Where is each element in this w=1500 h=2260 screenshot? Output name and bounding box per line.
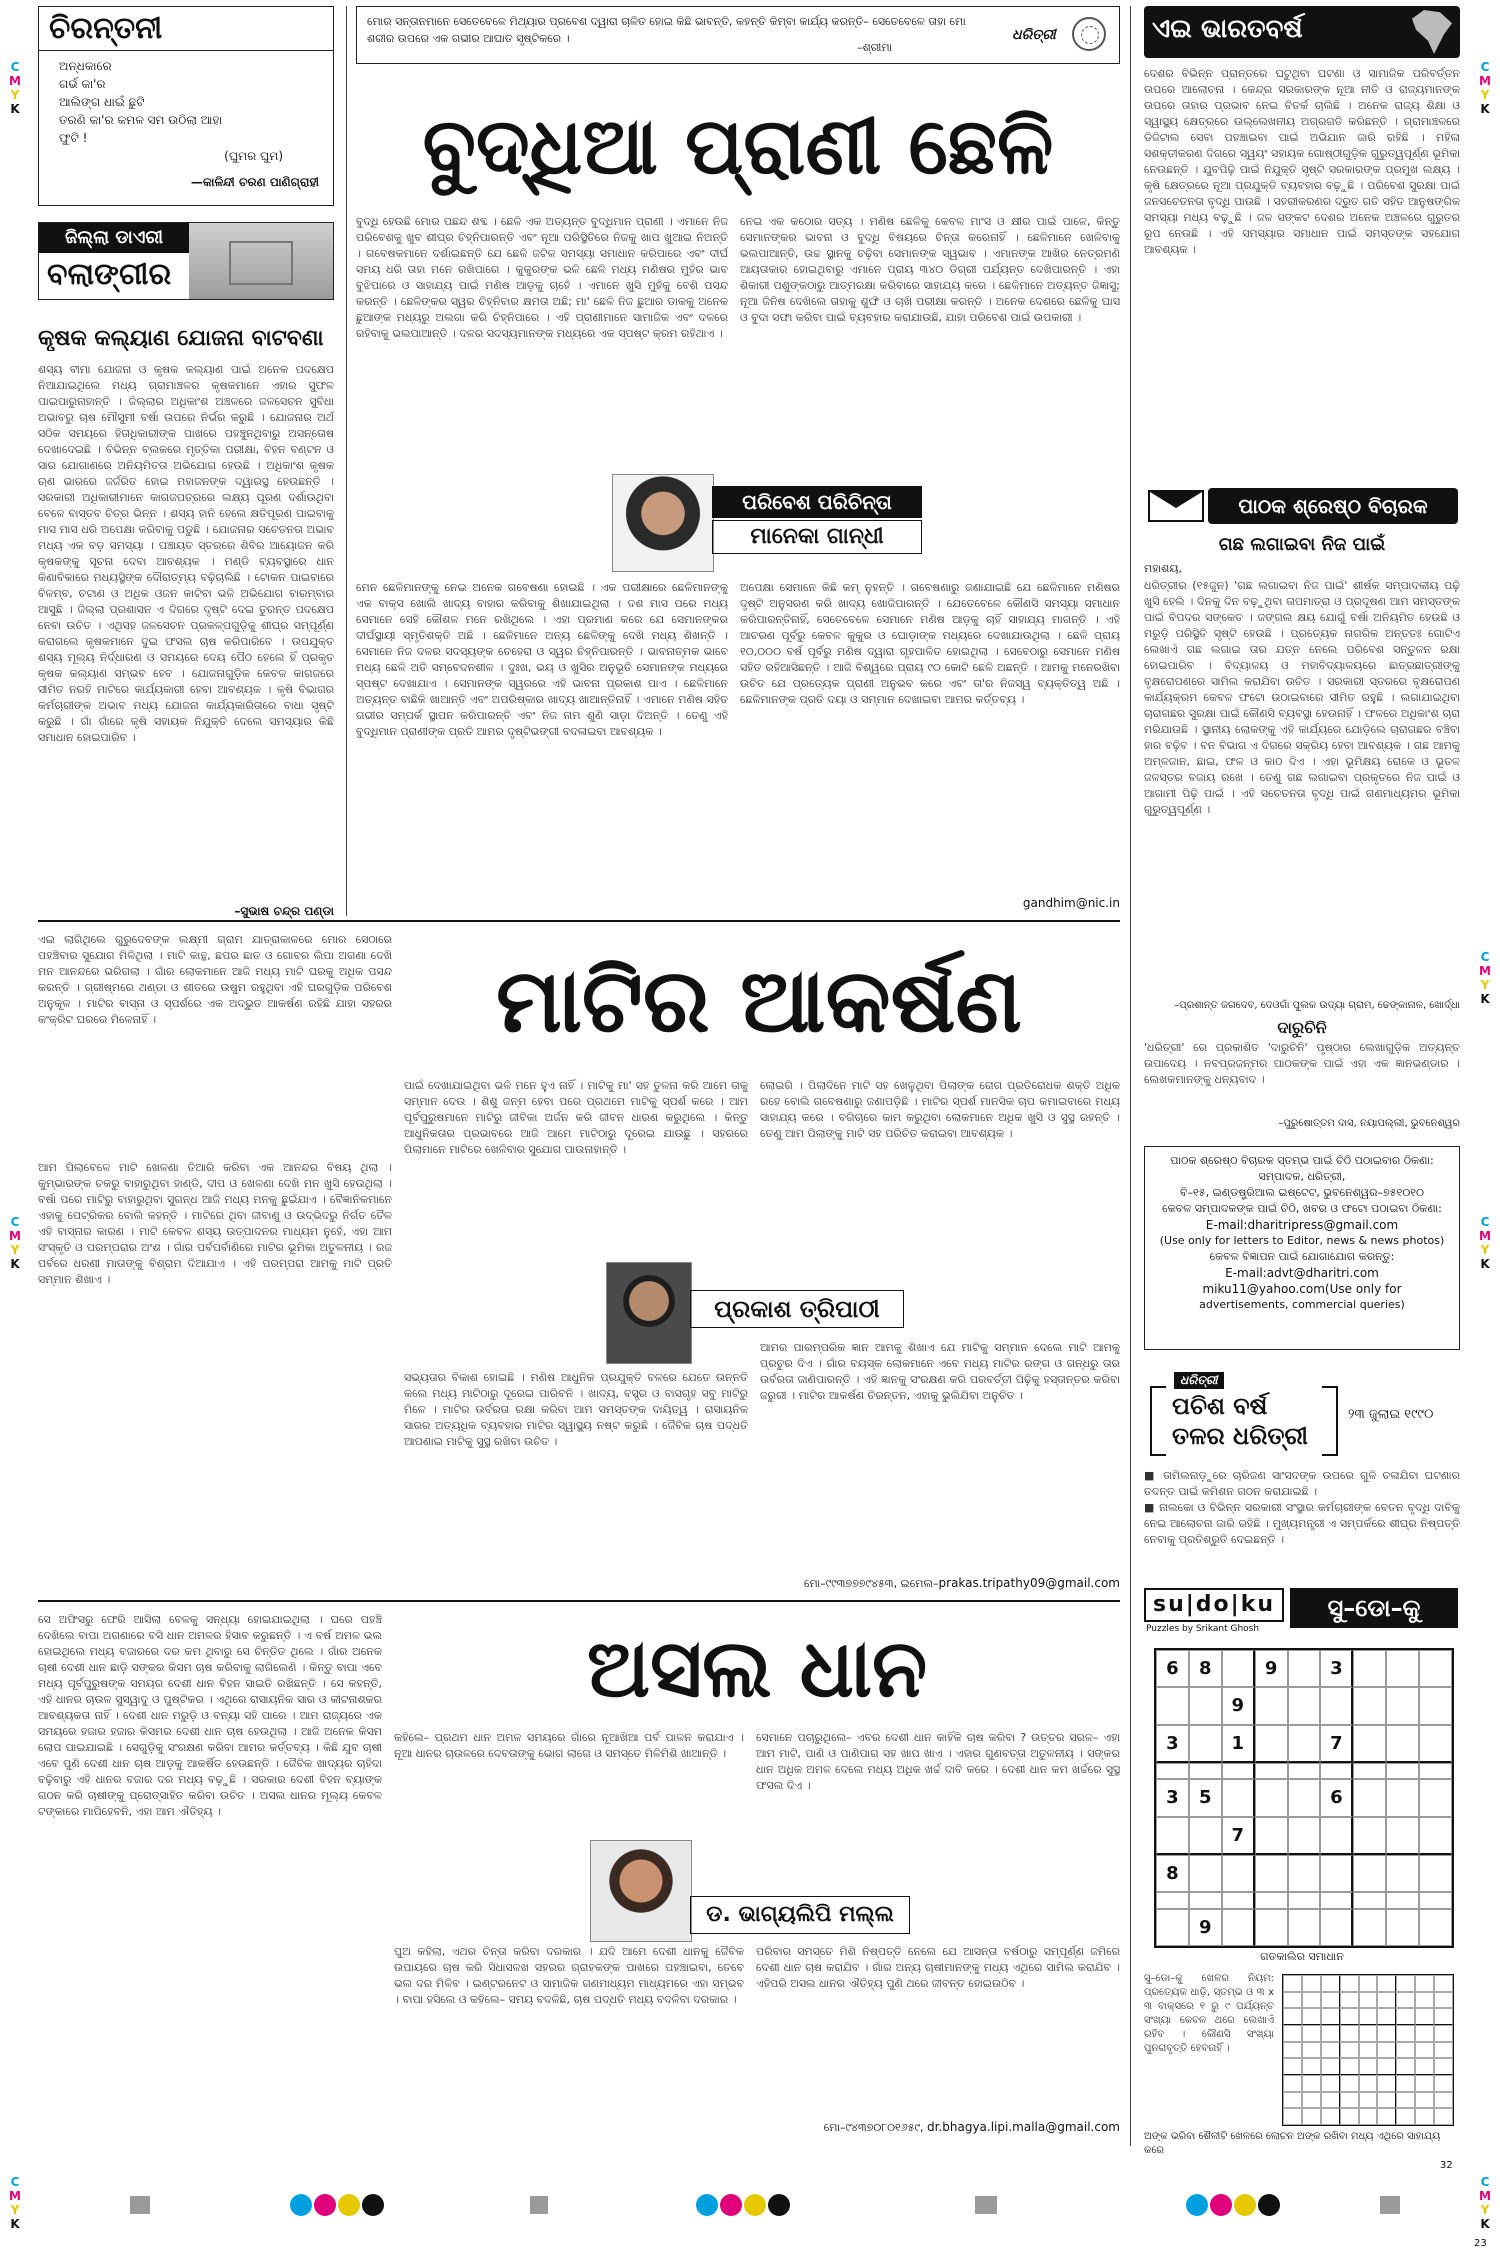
cmyk-marker-left-top: C M Y K	[9, 60, 21, 116]
contact-email-miku[interactable]: miku11@yahoo.com(Use only for	[1202, 1282, 1402, 1296]
sudoku-cell[interactable]	[1189, 1687, 1222, 1724]
author-photo-maneka	[612, 474, 714, 572]
twentyfive-line1: ପଚିଶ ବର୍ଷ	[1172, 1392, 1268, 1420]
sudoku-header	[1144, 1586, 1460, 1640]
sudoku-cell[interactable]	[1419, 1855, 1452, 1892]
sudoku-solution-cell	[1283, 2008, 1302, 2025]
sudoku-solution-cell	[1302, 2025, 1321, 2042]
sudoku-cell[interactable]: 3	[1156, 1779, 1189, 1816]
sudoku-solution-cell	[1340, 2092, 1359, 2109]
sudoku-solution-cell	[1415, 2075, 1434, 2092]
reader-signoff2: –ପୁରୁଷୋତ୍ତମ ଦାସ, ନୟାପଲ୍ଲୀ, ଭୁବନେଶ୍ୱର	[1278, 1118, 1460, 1129]
sudoku-solution-cell	[1434, 2025, 1453, 2042]
registration-dot-cyan	[696, 2194, 718, 2216]
cmyk-marker-right-mid2: C M Y K	[1479, 1215, 1491, 1271]
sudoku-cell[interactable]	[1222, 1892, 1255, 1908]
registration-dot-black	[1258, 2194, 1280, 2216]
story2-body-col2: ପାଇଁ ଦେଖାଯାଇଥିବା ଭଳି ମନେ ହୁଏ ନାହିଁ । ମାଟିକୁ ମା' ସହ ତୁଳନା କରି ଆମେ ତାକୁ ସମ୍ମାନ ଦେଉ । ଶିଶୁ ଜନ୍ମ ହେବା ପରେ ପ୍ରଥମେ ମାଟିକୁ ସ୍ପର୍ଶ କରେ । ଆମ ପୂର୍ବପୁରୁଷମାନେ ମାଟିରୁ ଜୀବିକା ଅର୍ଜନ କରି ଜୀବନ ଧାରଣ କରୁଥିଲେ । କିନ୍ତୁ ଆଧୁନିକତାର ପ୍ରଭାବରେ ଆଜି ଆମେ ମାଟିଠାରୁ ଦୂରେଇ ଯାଉଛୁ । ସହରରେ ପିଲାମାନେ ମାଟିରେ ଖେଳିବାର ସୁଯୋଗ ପାଉନାହାନ୍ତି ।	[404, 1079, 748, 1156]
sudoku-solution-cell	[1302, 2008, 1321, 2025]
registration-bar	[975, 2196, 997, 2214]
registration-dot-cyan	[1186, 2194, 1208, 2216]
story1-body-col3: ମେନ ଛେଳିମାନଙ୍କୁ ନେଇ ଅନେକ ଗବେଷଣା ହୋଇଛି । ଏକ ପରୀକ୍ଷାରେ ଛେଳିମାନଙ୍କୁ ଏକ ବାକ୍ସ ଖୋଲି ଖାଦ୍ୟ ବାହାର କରିବାକୁ ଶିଖାଯାଇଥିଲା । ଦଶ ମାସ ପରେ ମଧ୍ୟ ସେମାନେ ସେହି କୌଶଳ ମନେ ରଖିଥିଲେ । ଏହା ପ୍ରମାଣ କରେ ଯେ ସେମାନଙ୍କର ଦୀର୍ଘସ୍ଥାୟୀ ସ୍ମୃତିଶକ୍ତି ଅଛି । ଛେଳିମାନେ ଅନ୍ୟ ଛେଳିଙ୍କୁ ଦେଖି ମଧ୍ୟ ଶିଖନ୍ତି । ସେମାନେ ନିଜ ଦଳର ସଦସ୍ୟଙ୍କ ଚେହେରା ଓ ସ୍ୱର ଚିହ୍ନିପାରନ୍ତି । ଭାବନାତ୍ମକ ଭାବେ ମଧ୍ୟ ଛେଳି ଅତି ସମ୍ବେଦନଶୀଳ । ଦୁଃଖ, ଭୟ ଓ ଖୁସିର ଅନୁଭୂତି ସେମାନଙ୍କ ମଧ୍ୟରେ ସ୍ପଷ୍ଟ ଦେଖାଯାଏ । ସେମାନଙ୍କ ସ୍ୱରରେ ଏହି ଭାବନା ପ୍ରକାଶ ପାଏ । ଛେଳିମାନେ ଅତ୍ୟନ୍ତ ବାଛିକି ଖାଆନ୍ତି ଏବଂ ଅପରିଷ୍କାର ଖାଦ୍ୟ ଖାଆନ୍ତିନାହିଁ । ଏମାନେ ମଣିଷ ସହିତ ଗଭୀର ସମ୍ପର୍କ ସ୍ଥାପନ କରିପାରନ୍ତି ଏବଂ ନିଜ ନାମ ଶୁଣି ସାଡ଼ା ଦିଅନ୍ତି । ତେଣୁ ଏହି ବୁଦ୍ଧିମାନ ପ୍ରାଣୀଙ୍କ ପ୍ରତି ଆମର ଦୃଷ୍ଟିଭଙ୍ଗୀ ବଦଳାଇବା ଆବଶ୍ୟକ ।	[356, 581, 728, 738]
sudoku-instructions: ସୁ–ଡୋ–କୁ ଖେଳର ନିୟମ: ପ୍ରତ୍ୟେକ ଧାଡ଼ି, ସ୍ତମ୍ଭ ଓ ୩ x ୩ ବାକ୍ସରେ ୧ ରୁ ୯ ପର୍ଯ୍ୟନ୍ତ ସଂଖ୍ୟା କେବଳ ଥରେ ଲେଖାଏଁ ରହିବ । କୌଣସି ସଂଖ୍ୟା ପୁନରାବୃତ୍ତି ହେବନାହିଁ ।	[1144, 1973, 1274, 2054]
sudoku-solution-cell	[1377, 1975, 1396, 1992]
sudoku-cell[interactable]	[1189, 1817, 1222, 1855]
sudoku-solution-cell	[1377, 2058, 1396, 2075]
story3-headline: ଅସଲ ଧାନ	[586, 1622, 928, 1715]
story3-intro: ସେ ଅଫିସରୁ ଫେରି ଆସିଲା ବେଳକୁ ସନ୍ଧ୍ୟା ହୋଇଯାଇଥିଲା । ଘରେ ପହଞ୍ଚି ଦେଖିଲେ ବାପା ଅଗଣାରେ ବସି ଧାନ ଅମଳର ହିସାବ କରୁଛନ୍ତି । ଏ ବର୍ଷ ଅମଳ ଭଲ ହୋଇଥିଲେ ମଧ୍ୟ ବଜାରରେ ଦର କମ ଥିବାରୁ ସେ ଚିନ୍ତିତ ଥିଲେ । ଗାଁର ଅନେକ ଚାଷୀ ଦେଶୀ ଧାନ ଛାଡ଼ି ସଙ୍କର କିସମ ଚାଷ କରିବାକୁ ଲାଗିଲେଣି । କିନ୍ତୁ ବାପା ଏବେ ମଧ୍ୟ ପୂର୍ବପୁରୁଷଙ୍କ ସମୟର ଦେଶୀ ଧାନ ବିହନ ସାଇତି ରଖିଛନ୍ତି । ସେ କହନ୍ତି, ଏହି ଧାନର ଚାଉଳ ସୁସ୍ୱାଦୁ ଓ ପୁଷ୍ଟିକର । ଏଥିରେ ରାସାୟନିକ ସାର ଓ କୀଟନାଶକର ଆବଶ୍ୟକତା ନାହିଁ । ଦେଶୀ ଧାନ ମରୁଡ଼ି ଓ ବନ୍ୟା ସହି ପାରେ । ଆମ ରାଜ୍ୟରେ ଏକ ସମୟରେ ହଜାର ହଜାର କିସମର ଦେଶୀ ଧାନ ଚାଷ ହେଉଥିଲା । ଆଜି ଅନେକ କିସମ ଲୋପ ପାଇଯାଇଛି । ସେଗୁଡ଼ିକୁ ସଂରକ୍ଷଣ କରିବା ଆମର କର୍ତ୍ତବ୍ୟ । କିଛି ଯୁବ ଚାଷୀ ଏବେ ପୁଣି ଦେଶୀ ଧାନ ଚାଷ ଆଡ଼କୁ ଆକର୍ଷିତ ହେଉଛନ୍ତି । ଜୈବିକ ଖାଦ୍ୟର ଚାହିଦା ବଢ଼ିବାରୁ ଏହି ଧାନର ବଜାର ଦର ମଧ୍ୟ ବଢ଼ୁଛି । ସରକାର ଦେଶୀ ବିହନ ବ୍ୟାଙ୍କ ଗଠନ କରି ଚାଷୀଙ୍କୁ ପ୍ରୋତ୍ସାହିତ କରିବା ଉଚିତ । ଅସଲ ଧାନର ମୂଲ୍ୟ କେବଳ ଟଙ୍କାରେ ମାପିହେବନି, ଏହା ଆମ ଐତିହ୍ୟ ।	[38, 1613, 382, 1818]
sudoku-solution-cell	[1321, 2108, 1340, 2125]
sudoku-byline: Puzzles by Srikant Ghosh	[1146, 1624, 1260, 1634]
sudoku-cell[interactable]	[1419, 1909, 1452, 1946]
sudoku-cell[interactable]	[1419, 1817, 1452, 1855]
sudoku-cell[interactable]	[1288, 1725, 1321, 1763]
sudoku-solution-cell	[1321, 1992, 1340, 2009]
twentyfive-news: ■ ତାମିଲନାଡ଼ୁରେ ଚାରିଜଣ ସାଂସଦଙ୍କ ଉପରେ ଗୁଳି ଚଳାଯିବା ଘଟଣାର ତଦନ୍ତ ପାଇଁ କମିଶନ ଗଠନ କରାଯାଇଛି । ■ ନାଲକୋ ଓ ବିଭିନ୍ନ ସରକାରୀ ସଂସ୍ଥାର କର୍ମଚାରୀଙ୍କ ବେତନ ବୃଦ୍ଧି ଦାବିକୁ ନେଇ ଆଲୋଚନା ଜାରି ରହିଛି । ମୁଖ୍ୟମନ୍ତ୍ରୀ ଏ ସମ୍ପର୍କରେ ଶୀଘ୍ର ନିଷ୍ପତ୍ତି ନେବାକୁ ପ୍ରତିଶ୍ରୁତି ଦେଇଛନ୍ତି ।	[1144, 1469, 1460, 1546]
registration-dot-yellow	[744, 2194, 766, 2216]
contact-line: ବି–୧୫, ଇଣ୍ଡଷ୍ଟ୍ରିଆଲ ଇଷ୍ଟେଟ, ଭୁବନେଶ୍ୱର–୭୫୧୦୧୦	[1180, 1186, 1424, 1199]
column-tag: ପରିବେଶ ପରିଚିନ୍ତା	[712, 486, 922, 518]
sudoku-solution-cell	[1283, 2058, 1302, 2075]
left-story-author: –ସୁଭାଷ ଚନ୍ଦ୍ର ପଣ୍ଡା	[234, 904, 334, 918]
story3-contact-text: ମୋ–୯୪୩୭୦୮୦୧୬୫୯,	[823, 2121, 924, 2134]
sudoku-solution-cell	[1359, 2008, 1378, 2025]
sudoku-solution-cell	[1283, 2092, 1302, 2109]
sudoku-cell[interactable]	[1353, 1817, 1386, 1855]
sudoku-cell[interactable]	[1320, 1892, 1353, 1908]
story2-author: ପ୍ରକାଶ ତ୍ରିପାଠୀ	[690, 1290, 904, 1328]
sudoku-cell[interactable]	[1189, 1892, 1222, 1908]
sudoku-solution-cell	[1415, 1992, 1434, 2009]
sudoku-solution-cell	[1359, 2092, 1378, 2109]
sudoku-solution-cell	[1321, 2075, 1340, 2092]
chirantani-box	[38, 6, 334, 206]
registration-dot-magenta	[720, 2194, 742, 2216]
sudoku-solution-cell	[1359, 1992, 1378, 2009]
sudoku-cell[interactable]	[1419, 1892, 1452, 1908]
author-photo-bhagyalipi	[590, 1840, 692, 1942]
registration-dot-magenta	[314, 2194, 336, 2216]
story2-body-col5: ଆମର ପାରମ୍ପରିକ ଜ୍ଞାନ ଆମକୁ ଶିଖାଏ ଯେ ମାଟିକୁ ସମ୍ମାନ ଦେଲେ ମାଟି ଆମକୁ ପ୍ରଚୁର ଦିଏ । ଗାଁର ବୟସ୍କ ଲୋକମାନେ ଏବେ ମଧ୍ୟ ମାଟିର ରଙ୍ଗ ଓ ଗନ୍ଧରୁ ତାର ଉର୍ବରତା ଜାଣିପାରନ୍ତି । ଏହି ଜ୍ଞାନକୁ ସଂରକ୍ଷଣ କରି ପରବର୍ତ୍ତୀ ପିଢ଼ିକୁ ହସ୍ତାନ୍ତର କରିବା ଜରୁରୀ । ମାଟିର ଆକର୍ଷଣ ଚିରନ୍ତନ, ଏହାକୁ ଭୁଲିଯିବା ଅନୁଚିତ ।	[760, 1341, 1120, 1402]
sudoku-cell[interactable]	[1255, 1892, 1288, 1908]
district-label: ଜିଲ୍ଲା ଡାଏରୀ	[39, 223, 189, 253]
reader-headline: ଗଛ ଲଗାଇବା ନିଜ ପାଇଁ	[1218, 534, 1386, 555]
sudoku-solution-cell	[1415, 2042, 1434, 2059]
sudoku-cell[interactable]	[1189, 1763, 1222, 1779]
sudoku-cell[interactable]	[1386, 1909, 1419, 1946]
sudoku-solution-grid	[1282, 1974, 1454, 2126]
sudoku-cell[interactable]	[1353, 1650, 1386, 1687]
divider	[1130, 6, 1131, 2146]
sudoku-cell[interactable]	[1288, 1892, 1321, 1908]
sudoku-solution-cell	[1359, 2108, 1378, 2125]
sudoku-solution-cell	[1415, 2092, 1434, 2109]
cmyk-marker-right-mid: C M Y K	[1479, 950, 1491, 1006]
sudoku-grid[interactable]	[1154, 1648, 1454, 1948]
quote-banner	[356, 6, 1120, 64]
sudoku-cell[interactable]	[1320, 1817, 1353, 1855]
envelope-icon	[1148, 490, 1204, 522]
poem-line: ଗର୍ଭ କା'ର	[59, 77, 106, 91]
sudoku-solution-cell	[1359, 1975, 1378, 1992]
story1-headline: ବୁଦ୍ଧିଆ ପ୍ରାଣୀ ଛେଳି	[422, 102, 1054, 192]
sudoku-cell[interactable]: 9	[1255, 1650, 1288, 1687]
registration-dot-cyan	[290, 2194, 312, 2216]
twentyfive-years-box	[1144, 1370, 1460, 1460]
sudoku-cell[interactable]	[1353, 1725, 1386, 1763]
sudoku-footer: ଅଙ୍କ ଭରିବା ଶୈଳୀଟି ଖେଳରେ ଲୋଚନ ଅଙ୍କ ରଖିବା ମଧ୍ୟ ଏଥିରେ ସାହାଯ୍ୟ କରେ	[1144, 2131, 1441, 2156]
sudoku-cell[interactable]	[1288, 1687, 1321, 1724]
sudoku-solution-cell	[1396, 2025, 1415, 2042]
sudoku-cell[interactable]	[1386, 1687, 1419, 1724]
bracket-right	[1322, 1386, 1338, 1456]
sudoku-solution-cell	[1377, 1992, 1396, 2009]
sudoku-solution-cell	[1321, 1975, 1340, 1992]
sudoku-brand-odia: ସୁ–ଡୋ–କୁ	[1290, 1588, 1458, 1628]
reader-signoff1: –ପ୍ରଶାନ୍ତ ଜଗଦେବ, ଦେଓଗାଁ ପୁଲକ ଉଦ୍ୟା ଗ୍ରାମ, ଢେଙ୍କାନାଳ, ଖୋର୍ଦ୍ଧା	[1174, 1000, 1460, 1011]
registration-dot-yellow	[1234, 2194, 1256, 2216]
sudoku-solution-cell	[1302, 1992, 1321, 2009]
sudoku-solution-cell	[1359, 2058, 1378, 2075]
sudoku-cell[interactable]	[1419, 1779, 1452, 1816]
sudoku-solution-cell	[1340, 2042, 1359, 2059]
contact-note: (Use only for letters to Editor, news & news photos)	[1159, 1234, 1445, 1247]
sudoku-solution-cell	[1396, 2042, 1415, 2059]
story3-author: ଡ. ଭାଗ୍ୟଲିପି ମଲ୍ଲ	[690, 1896, 910, 1934]
sudoku-solution-cell	[1434, 2092, 1453, 2109]
sudoku-cell[interactable]: 3	[1320, 1650, 1353, 1687]
sudoku-cell[interactable]	[1189, 1725, 1222, 1763]
left-story-headline: କୃଷକ କଲ୍ୟାଣ ଯୋଜନା ବାଟବଣା	[38, 326, 324, 351]
sudoku-solution-cell	[1302, 2092, 1321, 2109]
sudoku-solution-cell	[1283, 2042, 1302, 2059]
sudoku-cell[interactable]	[1255, 1725, 1288, 1763]
story2-email: prakas.tripathy09@gmail.com	[938, 1576, 1120, 1590]
sudoku-solution-cell	[1302, 1975, 1321, 1992]
registration-bar	[530, 2196, 548, 2214]
sudoku-solution-cell	[1396, 2075, 1415, 2092]
sudoku-cell[interactable]	[1353, 1892, 1386, 1908]
sudoku-cell[interactable]	[1288, 1817, 1321, 1855]
poem-text	[39, 51, 333, 171]
sudoku-cell[interactable]: 5	[1189, 1779, 1222, 1816]
sudoku-solution-cell	[1415, 2008, 1434, 2025]
sudoku-cell[interactable]	[1320, 1687, 1353, 1724]
sudoku-solution-cell	[1415, 2108, 1434, 2125]
contact-line: କେବଳ ସମ୍ପାଦକଙ୍କ ପାଇଁ ଚିଠି, ଖବର ଓ ଫଟୋ ପଠାଇବା ଠିକଣା:	[1162, 1202, 1442, 1215]
reader-salutation: ମହାଶୟ,	[1144, 562, 1182, 575]
corner-number: 23	[1474, 2238, 1487, 2249]
story3-body-col1: କହିଲେ– ପ୍ରଥମ ଧାନ ଅମଳ ସମୟରେ ଗାଁରେ ନୂଆଖିଆ ପର୍ବ ପାଳନ କରାଯାଏ । ନୂଆ ଧାନର ଚାଉଳରେ ଦେବତାଙ୍କୁ ଭୋଗ ଲାଗେ ଓ ସମସ୍ତେ ମିଳିମିଶି ଖାଆନ୍ତି ।	[394, 1731, 744, 1760]
story3-body-col2: ସେମାନେ ପଚାରୁଥିଲେ– ଏବର ଦେଶୀ ଧାନ କାହିଁକି ଚାଷ କରିବା ? ଉତ୍ତର ସରଳ– ଏହା ଆମ ମାଟି, ପାଣି ଓ ପାଣିପାଗ ସହ ଖାପ ଖାଏ । ଏହାର ଗୁଣବତ୍ତା ଅତୁଳନୀୟ । ସଙ୍କର ଧାନ ଅଧିକ ଅମଳ ଦେଲେ ମଧ୍ୟ ଅଧିକ ଖର୍ଚ୍ଚ ଦାବି କରେ । ଦେଶୀ ଧାନ କମ ଖର୍ଚ୍ଚରେ ସୁସ୍ଥ ଫସଲ ଦିଏ ।	[756, 1731, 1120, 1792]
sudoku-cell[interactable]	[1386, 1892, 1419, 1908]
india-map-icon	[1412, 10, 1452, 54]
sudoku-solution-cell	[1434, 1975, 1453, 1992]
sudoku-solution-cell	[1396, 2058, 1415, 2075]
sudoku-solution-cell	[1359, 2025, 1378, 2042]
sudoku-cell[interactable]	[1255, 1855, 1288, 1892]
sudoku-solution-cell	[1302, 2058, 1321, 2075]
sudoku-cell[interactable]: 9	[1189, 1909, 1222, 1946]
story2-body-col1: ଆମ ପିଲାବେଳେ ମାଟି ଖେଳଣା ତିଆରି କରିବା ଏକ ଆନନ୍ଦର ବିଷୟ ଥିଲା । କୁମ୍ଭାରଙ୍କ ଚକରୁ ବାହାରୁଥିବା ହାଣ୍ଡି, ଦୀପ ଓ ଖେଳଣା ଦେଖି ମନ ଖୁସି ହେଉଥିଲା । ବର୍ଷା ପରେ ମାଟିରୁ ବାହାରୁଥିବା ସୁଗନ୍ଧ ଆଜି ମଧ୍ୟ ମନକୁ ଛୁଇଁଯାଏ । ବୈଜ୍ଞାନିକମାନେ ଏହାକୁ ପେଟ୍ରିକର ବୋଲି କହନ୍ତି । ମାଟିରେ ଥିବା ଜୀବାଣୁ ଓ ଉଦ୍ଭିଦରୁ ନିର୍ଗତ ତୈଳ ଏହି ବାସ୍ନାର କାରଣ । ମାଟି କେବଳ ଶସ୍ୟ ଉତ୍ପାଦନର ମାଧ୍ୟମ ନୁହେଁ, ଏହା ଆମ ସଂସ୍କୃତି ଓ ପରମ୍ପରାର ଅଂଶ । ଗାଁର ପର୍ବପର୍ବାଣିରେ ମାଟିର ଭୂମିକା ଅତୁଳନୀୟ । ରଜ ପର୍ବରେ ଧରଣୀ ମାତାଙ୍କୁ ବିଶ୍ରାମ ଦିଆଯାଏ । ଏହି ପରମ୍ପରା ଆମକୁ ମାଟି ପ୍ରତି ସମ୍ମାନ ଶିଖାଏ ।	[38, 1161, 392, 1286]
sudoku-cell[interactable]	[1419, 1725, 1452, 1763]
sudoku-cell[interactable]	[1320, 1855, 1353, 1892]
sudoku-solution-cell	[1321, 2058, 1340, 2075]
story3-email: dr.bhagya.lipi.malla@gmail.com	[927, 2120, 1120, 2134]
twentyfive-line2: ତଳର ଧରିତ୍ରୀ	[1172, 1422, 1308, 1450]
sudoku-cell[interactable]	[1320, 1763, 1353, 1779]
story1-author: ମାନେକା ଗାନ୍ଧୀ	[712, 520, 922, 554]
sudoku-cell[interactable]: 6	[1156, 1650, 1189, 1687]
section-divider	[38, 920, 1120, 922]
cmyk-marker-left-bottom: C M Y K	[9, 2175, 21, 2231]
poem-line: ଆଲିଙ୍ଗ ଧାଇଁ ଛୁଟି	[59, 95, 145, 109]
bharat-logo-text: ଏଇ ଭାରତବର୍ଷ	[1152, 14, 1303, 44]
sudoku-cell[interactable]	[1255, 1909, 1288, 1946]
sudoku-solution-cell	[1377, 2108, 1396, 2125]
sudoku-cell[interactable]	[1156, 1763, 1189, 1779]
district-name: ବଲାଙ୍ଗୀର	[47, 257, 172, 292]
sudoku-cell[interactable]: 8	[1156, 1855, 1189, 1892]
sudoku-cell[interactable]	[1353, 1909, 1386, 1946]
sudoku-cell[interactable]	[1288, 1779, 1321, 1816]
divider	[346, 6, 347, 916]
sudoku-cell[interactable]	[1353, 1687, 1386, 1724]
sudoku-cell[interactable]	[1222, 1909, 1255, 1946]
reader-subhead: ଦାରୁଚିନି	[1277, 1018, 1327, 1037]
story1-email	[900, 896, 1120, 910]
sudoku-cell[interactable]: 9	[1222, 1687, 1255, 1724]
sudoku-solution-cell	[1377, 2025, 1396, 2042]
sudoku-solution-cell	[1396, 1975, 1415, 1992]
sudoku-solution-cell	[1434, 1992, 1453, 2009]
contact-line: ପାଠକ ଶ୍ରେଷ୍ଠ ବିଚାରକ ସ୍ତମ୍ଭ ପାଇଁ ଚିଠି ପଠାଇବାର ଠିକଣା:	[1170, 1154, 1434, 1167]
district-photo	[189, 223, 333, 299]
sudoku-solution-cell	[1396, 2092, 1415, 2109]
bharat-logo	[1144, 6, 1460, 58]
wheel-icon	[1072, 17, 1106, 51]
poem-line: ତରଣି କା'ର କମଳ ସମ ଉଠିଲା ଆହା	[59, 113, 223, 127]
sudoku-solution-cell	[1359, 2042, 1378, 2059]
sudoku-solution-cell	[1340, 2075, 1359, 2092]
sudoku-solution-cell	[1302, 2075, 1321, 2092]
registration-bar	[130, 2196, 150, 2214]
registration-dot-magenta	[1210, 2194, 1232, 2216]
sudoku-cell[interactable]: 7	[1222, 1817, 1255, 1855]
sudoku-solution-cell	[1415, 2025, 1434, 2042]
reader-banner-text: ପାଠକ ଶ୍ରେଷ୍ଠ ବିଚାରକ	[1208, 488, 1458, 524]
sudoku-solution-cell	[1340, 2108, 1359, 2125]
sudoku-solution-cell	[1283, 2025, 1302, 2042]
poet-name: —କାଳିନ୍ଦୀ ଚରଣ ପାଣିଗ୍ରାହୀ	[190, 175, 319, 189]
sudoku-cell[interactable]	[1288, 1763, 1321, 1779]
bracket-left	[1150, 1386, 1166, 1456]
sudoku-solution-cell	[1415, 2058, 1434, 2075]
chirantani-title: ଚିରନ୍ତନୀ	[39, 7, 333, 51]
reader-letter2: 'ଧରିତ୍ରୀ' ରେ ପ୍ରକାଶିତ 'ଦାରୁଚିନି' ପୃଷ୍ଠାର ଲେଖାଗୁଡ଼ିକ ଅତ୍ୟନ୍ତ ଉପାଦେୟ । ନବପ୍ରଜନ୍ମର ପାଠକଙ୍କ ପାଇଁ ଏହା ଏକ ଜ୍ଞାନଭଣ୍ଡାର । ଲେଖକମାନଙ୍କୁ ଧନ୍ୟବାଦ ।	[1144, 1041, 1460, 1086]
twentyfive-logo: ଧରିତ୍ରୀ	[1174, 1372, 1224, 1389]
story2-contact	[760, 1576, 1120, 1591]
sudoku-cell[interactable]: 6	[1320, 1779, 1353, 1816]
sudoku-cell[interactable]	[1255, 1779, 1288, 1816]
story3-body-col4: ପରିବାର ସମସ୍ତେ ମିଶି ନିଷ୍ପତ୍ତି ନେଲେ ଯେ ଆସନ୍ତା ବର୍ଷଠାରୁ ସମ୍ପୂର୍ଣ୍ଣ ଜମିରେ ଦେଶୀ ଧାନ ଚାଷ କରାଯିବ । ଗାଁର ଅନ୍ୟ ଚାଷୀମାନଙ୍କୁ ମଧ୍ୟ ଏଥିରେ ସାମିଲ କରାଯିବ । ଏହିପରି ଅସଲ ଧାନର ଐତିହ୍ୟ ପୁଣି ଥରେ ଜୀବନ୍ତ ହୋଇଉଠିବ ।	[756, 1945, 1120, 1990]
sudoku-cell[interactable]: 1	[1222, 1725, 1255, 1763]
sudoku-cell[interactable]	[1353, 1779, 1386, 1816]
sudoku-solution-cell	[1321, 2008, 1340, 2025]
story2-body-col4: ସଭ୍ୟତାର ବିକାଶ ହୋଇଛି । ମଣିଷ ଆଧୁନିକ ପ୍ରଯୁକ୍ତି ବଳରେ ଯେତେ ଉନ୍ନତି କଲେ ମଧ୍ୟ ମାଟିଠାରୁ ଦୂରେଇ ପାରିବନି । ଖାଦ୍ୟ, ବସ୍ତ୍ର ଓ ବାସଗୃହ ସବୁ ମାଟିରୁ ମିଳେ । ମାଟିର ଉର୍ବରତା ରକ୍ଷା କରିବା ଆମ ସମସ୍ତଙ୍କ ଦାୟିତ୍ୱ । ରାସାୟନିକ ସାରର ଅତ୍ୟଧିକ ବ୍ୟବହାର ମାଟିର ସ୍ୱାସ୍ଥ୍ୟ ନଷ୍ଟ କରୁଛି । ଜୈବିକ ଚାଷ ପଦ୍ଧତି ଆପଣାଇ ମାଟିକୁ ସୁସ୍ଥ ରଖିବା ଉଚିତ ।	[404, 1371, 748, 1448]
sudoku-cell[interactable]	[1222, 1779, 1255, 1816]
sudoku-cell[interactable]	[1320, 1909, 1353, 1946]
story2-headline: ମାଟିର ଆକର୍ଷଣ	[496, 949, 1022, 1052]
sudoku-cell[interactable]	[1156, 1892, 1189, 1908]
sudoku-solution-cell	[1396, 2008, 1415, 2025]
section-divider	[38, 1600, 1120, 1602]
twentyfive-date: ୨୩ ଜୁଲାଇ ୧୯୯୦	[1348, 1407, 1434, 1422]
sudoku-cell[interactable]	[1222, 1855, 1255, 1892]
sudoku-solution-cell	[1283, 1975, 1302, 1992]
quote-logo: ଧରିତ୍ରୀ	[1012, 27, 1056, 43]
sudoku-solution-cell	[1377, 2075, 1396, 2092]
contact-email-press[interactable]: E-mail:dharitripress@gmail.com	[1205, 1218, 1399, 1232]
sudoku-solution-cell	[1340, 2058, 1359, 2075]
sudoku-solution-cell	[1434, 2042, 1453, 2059]
sudoku-solution-cell	[1377, 2042, 1396, 2059]
sudoku-solution-cell	[1434, 2108, 1453, 2125]
sudoku-solution-cell	[1434, 2075, 1453, 2092]
sudoku-cell[interactable]	[1353, 1763, 1386, 1779]
bharat-column-body: ଦେଶର ବିଭିନ୍ନ ପ୍ରାନ୍ତରେ ଘଟୁଥିବା ଘଟଣା ଓ ସାମାଜିକ ପରିବର୍ତ୍ତନ ଉପରେ ଆଲୋଚନା । କେନ୍ଦ୍ର ସରକାରଙ୍କ ନୂଆ ନୀତି ଓ ରାଜ୍ୟମାନଙ୍କ ଉପରେ ତାହାର ପ୍ରଭାବ ନେଇ ବିତର୍କ ଚାଲିଛି । ଅନେକ ରାଜ୍ୟ ଶିକ୍ଷା ଓ ସ୍ୱାସ୍ଥ୍ୟ କ୍ଷେତ୍ରରେ ଉଲ୍ଲେଖନୀୟ ଅଗ୍ରଗତି କରିଛନ୍ତି । ଗ୍ରାମାଞ୍ଚଳରେ ଡିଜିଟାଲ ସେବା ପହଞ୍ଚାଇବା ପାଇଁ ଅଭିଯାନ ଜାରି ରହିଛି । ମହିଳା ସଶକ୍ତୀକରଣ ଦିଗରେ ସ୍ୱୟଂ ସହାୟକ ଗୋଷ୍ଠୀଗୁଡ଼ିକ ଗୁରୁତ୍ୱପୂର୍ଣ୍ଣ ଭୂମିକା ନେଉଛନ୍ତି । ଯୁବପିଢ଼ି ପାଇଁ ନିଯୁକ୍ତି ସୃଷ୍ଟି ସରକାରଙ୍କ ପ୍ରମୁଖ ଲକ୍ଷ୍ୟ । କୃଷି କ୍ଷେତ୍ରରେ ନୂଆ ପ୍ରଯୁକ୍ତି ବ୍ୟବହାର ବଢ଼ୁଛି । ପରିବେଶ ସୁରକ୍ଷା ପାଇଁ ଜନସଚେତନତା ବୃଦ୍ଧି ପାଉଛି । ସହରୀକରଣର ଦ୍ରୁତ ଗତି ସହିତ ଆନୁଷଙ୍ଗିକ ସମସ୍ୟା ମଧ୍ୟ ବଢ଼ୁଛି । ଜଳ ସଙ୍କଟ ଦେଶର ଅନେକ ଅଞ୍ଚଳରେ ଗୁରୁତର ରୂପ ନେଉଛି । ଏହି ସମସ୍ୟାର ସମାଧାନ ପାଇଁ ସମସ୍ତଙ୍କ ସହଯୋଗ ଆବଶ୍ୟକ ।	[1144, 67, 1460, 256]
sudoku-solution-cell	[1302, 2108, 1321, 2125]
sudoku-solution-cell	[1321, 2042, 1340, 2059]
sudoku-solution-cell	[1359, 2075, 1378, 2092]
sudoku-cell[interactable]	[1386, 1725, 1419, 1763]
sudoku-cell[interactable]	[1386, 1779, 1419, 1816]
story3-contact	[756, 2120, 1120, 2135]
sudoku-solution-note: ଗତକାଲିର ସମାଧାନ	[1260, 1950, 1344, 1963]
registration-bar	[1380, 2196, 1400, 2214]
sudoku-solution-cell	[1302, 2042, 1321, 2059]
sudoku-solution-cell	[1415, 1975, 1434, 1992]
sudoku-cell[interactable]	[1288, 1855, 1321, 1892]
sudoku-cell[interactable]	[1386, 1650, 1419, 1687]
sudoku-cell[interactable]	[1353, 1855, 1386, 1892]
sudoku-cell[interactable]	[1255, 1687, 1288, 1724]
story3-body-col3: ପୁଅ କହିଲା, ଏଥର ଚିନ୍ତା କରିବା ଦରକାର । ଯଦି ଆମେ ଦେଶୀ ଧାନକୁ ଜୈବିକ ଉପାୟରେ ଚାଷ କରି ସିଧାସଳଖ ସହରର ଗ୍ରାହକଙ୍କ ପାଖରେ ପହଞ୍ଚାଇବା, ତେବେ ଭଲ ଦର ମିଳିବ । ଇଣ୍ଟରନେଟ ଓ ସାମାଜିକ ଗଣମାଧ୍ୟମ ମାଧ୍ୟମରେ ଏହା ସମ୍ଭବ । ବାପା ହସିଲେ ଓ କହିଲେ– ସମୟ ବଦଳିଛି, ଚାଷ ପଦ୍ଧତି ମଧ୍ୟ ବଦଳିବା ଦରକାର ।	[394, 1945, 744, 2006]
left-story-body: ଶସ୍ୟ ବୀମା ଯୋଜନା ଓ କୃଷକ କଲ୍ୟାଣ ପାଇଁ ଅନେକ ପଦକ୍ଷେପ ନିଆଯାଇଥିଲେ ମଧ୍ୟ ଗ୍ରାମାଞ୍ଚଳର କୃଷକମାନେ ଏହାର ସୁଫଳ ପାଇପାରୁନାହାନ୍ତି । ଜିଲ୍ଲାର ଅଧିକାଂଶ ଅଞ୍ଚଳରେ ଜଳସେଚନ ସୁବିଧା ଅଭାବରୁ ଚାଷ ମୌସୁମୀ ବର୍ଷା ଉପରେ ନିର୍ଭର କରୁଛି । ଯୋଜନାର ଅର୍ଥ ସଠିକ ସମୟରେ ହିତାଧିକାରୀଙ୍କ ପାଖରେ ପହଞ୍ଚୁନଥିବାରୁ ଅସନ୍ତୋଷ ଦେଖାଦେଇଛି । ବିଭିନ୍ନ ବ୍ଲକରେ ମୃତ୍ତିକା ପରୀକ୍ଷା, ବିହନ ବଣ୍ଟନ ଓ ସାର ଯୋଗାଣରେ ଅନିୟମିତତା ଅଭିଯୋଗ ହେଉଛି । ଅଧିକାଂଶ କୃଷକ ଋଣ ଭାରରେ ଜର୍ଜରିତ ହୋଇ ମହାଜନଙ୍କ ଦ୍ୱାରସ୍ଥ ହେଉଛନ୍ତି । ସରକାରୀ ଅଧିକାରୀମାନେ କାଗଜପତ୍ରରେ ଲକ୍ଷ୍ୟ ପୂରଣ ଦର୍ଶାଉଥିବା ବେଳେ ବାସ୍ତବ ଚିତ୍ର ଭିନ୍ନ । ଶସ୍ୟ ହାନି ହେଲେ କ୍ଷତିପୂରଣ ପାଇବାକୁ ମାସ ମାସ ଧରି ଅପେକ୍ଷା କରିବାକୁ ପଡୁଛି । ଯୋଜନାର ସଚେତନତା ଅଭାବ ମଧ୍ୟ ଏକ ବଡ଼ ସମସ୍ୟା । ପଞ୍ଚାୟତ ସ୍ତରରେ ଶିବିର ଆୟୋଜନ କରି କୃଷକଙ୍କୁ ସୂଚନା ଦେବା ଆବଶ୍ୟକ । ମଣ୍ଡି ବ୍ୟବସ୍ଥାରେ ଧାନ କିଣାବିକାରେ ମଧ୍ୟସ୍ଥିଙ୍କ ଦୌରାତ୍ମ୍ୟ ବଢ଼ିଚାଲିଛି । ଟୋକନ ପାଇବାରେ ବିଳମ୍ବ, ଚଟାଣ ଓ ଅଧିକ ଓଜନ କାଟିବା ଭଳି ଅଭିଯୋଗ ବାରମ୍ବାର ଆସୁଛି । ଜିଲ୍ଲା ପ୍ରଶାସନ ଏ ଦିଗରେ ଦୃଷ୍ଟି ଦେଇ ତୁରନ୍ତ ପଦକ୍ଷେପ ନେବା ଉଚିତ । ଏଥିସହ ଜଳସେଚନ ପ୍ରକଳ୍ପଗୁଡ଼ିକୁ ଶୀଘ୍ର ସମ୍ପୂର୍ଣ୍ଣ କରାଗଲେ କୃଷକମାନେ ଦୁଇ ଫସଲ ଚାଷ କରିପାରିବେ । ଉପଯୁକ୍ତ ଶସ୍ୟ ମୂଲ୍ୟ ନିର୍ଦ୍ଧାରଣ ଓ ସମୟରେ ଦେୟ ପୈଠ ହେଲେ ହିଁ ପ୍ରକୃତ କୃଷକ କଲ୍ୟାଣ ସମ୍ଭବ ହେବ । ଯୋଜନାଗୁଡ଼ିକ କେବଳ କାଗଜରେ ସୀମିତ ନରହି ମାଟିରେ କାର୍ଯ୍ୟକାରୀ ହେବା ଆବଶ୍ୟକ । କୃଷି ବିଭାଗର କର୍ମଚାରୀଙ୍କ ଅଭାବ ମଧ୍ୟ ଯୋଜନା କାର୍ଯ୍ୟକାରିତାରେ ବାଧା ସୃଷ୍ଟି କରୁଛି । ଗାଁ ଗାଁରେ କୃଷି ସହାୟକ ନିଯୁକ୍ତି ଦେଲେ ସମସ୍ୟାର କିଛି ସମାଧାନ ହୋଇପାରିବ ।	[38, 363, 334, 744]
sudoku-cell[interactable]	[1156, 1687, 1189, 1724]
sudoku-brand: su|do|ku	[1144, 1588, 1284, 1622]
quote-author: –ଶ୍ରୀମା	[857, 41, 893, 54]
sudoku-solution-cell	[1283, 2108, 1302, 2125]
story1-body-col1: ବୁଦ୍ଧି ହେଉଛି ମୋର ପଛନ୍ଦ ଶବ୍ଦ । ଛେଳି ଏକ ଅତ୍ୟନ୍ତ ବୁଦ୍ଧିମାନ ପ୍ରାଣୀ । ଏମାନେ ନିଜ ପରିବେଶକୁ ଖୁବ ଶୀଘ୍ର ଚିହ୍ନିପାରନ୍ତି ଏବଂ ନୂଆ ପରିସ୍ଥିତିରେ ନିଜକୁ ଖାପ ଖୁଆଇ ନିଅନ୍ତି । ଗବେଷକମାନେ ଦର୍ଶାଇଛନ୍ତି ଯେ ଛେଳି ଜଟିଳ ସମସ୍ୟା ସମାଧାନ କରିପାରେ ଏବଂ ଦୀର୍ଘ ସମୟ ଧରି ତାହା ମନେ ରଖିପାରେ । କୁକୁରଙ୍କ ଭଳି ଛେଳି ମଧ୍ୟ ମଣିଷର ମୁହଁର ଭାବ ବୁଝିପାରେ ଓ ସାହାଯ୍ୟ ପାଇଁ ମଣିଷ ଆଡ଼କୁ ଚାହେଁ । ଏମାନେ ଖୁସି ମୁହଁକୁ ବେଶି ପସନ୍ଦ କରନ୍ତି । ଛେଳିଙ୍କର ସ୍ୱର ଚିହ୍ନିବାର କ୍ଷମତା ଅଛି; ମା' ଛେଳି ନିଜ ଛୁଆର ଡାକକୁ ଅନେକ ଛୁଆଙ୍କ ମଧ୍ୟରୁ ଅଲଗା କରି ଚିହ୍ନିପାରେ । ଏହି ପ୍ରାଣୀମାନେ ସାମାଜିକ ଏବଂ ଦଳରେ ରହିବାକୁ ଭଲପାଆନ୍ତି । ଦଳର ସଦସ୍ୟମାନଙ୍କ ମଧ୍ୟରେ ଏକ ସ୍ପଷ୍ଟ କ୍ରମ ରହିଥାଏ ।	[356, 215, 728, 340]
registration-dot-black	[768, 2194, 790, 2216]
sudoku-solution-cell	[1321, 2092, 1340, 2109]
sudoku-cell[interactable]	[1156, 1909, 1189, 1946]
sudoku-cell[interactable]	[1419, 1650, 1452, 1687]
sudoku-cell[interactable]	[1419, 1687, 1452, 1724]
reader-banner	[1144, 486, 1460, 526]
story2-body-col3: ଲୋଇଗି । ପିଲାଦିନେ ମାଟି ସହ ଖେଳୁଥିବା ପିଲାଙ୍କ ରୋଗ ପ୍ରତିରୋଧକ ଶକ୍ତି ଅଧିକ ରହେ ବୋଲି ଗବେଷଣାରୁ ଜଣାପଡ଼ିଛି । ମାଟିର ସ୍ପର୍ଶ ମାନସିକ ଚାପ କମାଇବାରେ ମଧ୍ୟ ସାହାଯ୍ୟ କରେ । ବଗିଚାରେ କାମ କରୁଥିବା ଲୋକମାନେ ଅଧିକ ଖୁସି ଓ ସୁସ୍ଥ ରହନ୍ତି । ତେଣୁ ଆମ ପିଲାଙ୍କୁ ମାଟି ସହ ପରିଚିତ କରାଇବା ଆବଶ୍ୟକ ।	[760, 1079, 1120, 1140]
story1-body-col4: ଅପେକ୍ଷା ସେମାନେ କିଛି କମ୍ ନୁହନ୍ତି । ଗବେଷଣାରୁ ଜଣାଯାଇଛି ଯେ ଛେଳିମାନେ ମଣିଷର ଦୃଷ୍ଟି ଅନୁସରଣ କରି ଖାଦ୍ୟ ଖୋଜିପାରନ୍ତି । ଯେତେବେଳେ କୌଣସି ସମସ୍ୟା ସମାଧାନ କରିପାରନ୍ତିନାହିଁ, ସେତେବେଳେ ସେମାନେ ମଣିଷ ଆଡ଼କୁ ଚାହିଁ ସାହାଯ୍ୟ ମାଗନ୍ତି । ଏହି ଆଚରଣ ପୂର୍ବରୁ କେବଳ କୁକୁର ଓ ଘୋଡ଼ାଙ୍କ ମଧ୍ୟରେ ଦେଖାଯାଉଥିଲା । ଛେଳି ପ୍ରାୟ ୧୦,୦୦୦ ବର୍ଷ ପୂର୍ବରୁ ମଣିଷ ଦ୍ୱାରା ଗୃହପାଳିତ ହୋଇଥିଲା । ସେବେଠାରୁ ସେମାନେ ମଣିଷ ସହିତ ରହିଆସିଛନ୍ତି । ଆଜି ବିଶ୍ୱରେ ପ୍ରାୟ ୯୦ କୋଟି ଛେଳି ଅଛନ୍ତି । ଆମକୁ ମନେରଖିବା ଉଚିତ ଯେ ପ୍ରତ୍ୟେକ ପ୍ରାଣୀ ଅନୁଭବ କରେ ଏବଂ ତା'ର ନିଜସ୍ୱ ବ୍ୟକ୍ତିତ୍ୱ ଅଛି । ଛେଳିମାନଙ୍କ ପ୍ରତି ଦୟା ଓ ସମ୍ମାନ ଦେଖାଇବା ଆମର କର୍ତ୍ତବ୍ୟ ।	[740, 581, 1120, 706]
sudoku-cell[interactable]	[1222, 1650, 1255, 1687]
story1-email-text: gandhim@nic.in	[1022, 896, 1120, 910]
poem-source: (ଘୁମର ଘୁମ)	[224, 149, 283, 163]
registration-dot-black	[362, 2194, 384, 2216]
sudoku-solution-cell	[1283, 2075, 1302, 2092]
cmyk-marker-right-bottom: C M Y K	[1479, 2175, 1491, 2231]
sudoku-cell[interactable]: 3	[1156, 1725, 1189, 1763]
sudoku-solution-cell	[1340, 2008, 1359, 2025]
sudoku-solution-cell	[1340, 1992, 1359, 2009]
cmyk-marker-right-top: C M Y K	[1479, 60, 1491, 116]
contact-line: ସମ୍ପାଦକ, ଧରିତ୍ରୀ,	[1258, 1170, 1346, 1183]
registration-dot-yellow	[338, 2194, 360, 2216]
reader-letter1: ଧରିତ୍ରୀର (୧୫ଜୁନ) 'ଗଛ ଲଗାଇବା ନିଜ ପାଇଁ' ଶୀର୍ଷକ ସମ୍ପାଦକୀୟ ପଢ଼ି ଖୁସି ହେଲି । ଦିନକୁ ଦିନ ବଢ଼ୁଥିବା ତାପମାତ୍ରା ଓ ପ୍ରଦୂଷଣ ଆମ ସମସ୍ତଙ୍କ ପାଇଁ ବିପଦର ସଙ୍କେତ । ଜଙ୍ଗଲ କ୍ଷୟ ଯୋଗୁଁ ବର୍ଷା ଅନିୟମିତ ହେଉଛି ଓ ମରୁଡ଼ି ପରିସ୍ଥିତି ସୃଷ୍ଟି ହେଉଛି । ପ୍ରତ୍ୟେକ ନାଗରିକ ଅନ୍ତତଃ ଗୋଟିଏ ଲେଖାଏଁ ଗଛ ଲଗାଇ ତାର ଯତ୍ନ ନେଲେ ପରିବେଶ ସନ୍ତୁଳନ ରକ୍ଷା ହୋଇପାରିବ । ବିଦ୍ୟାଳୟ ଓ ମହାବିଦ୍ୟାଳୟରେ ଛାତ୍ରଛାତ୍ରୀଙ୍କୁ ବୃକ୍ଷରୋପଣରେ ସାମିଲ କରାଯିବା ଉଚିତ । ସରକାରୀ ସ୍ତରରେ ବୃକ୍ଷରୋପଣ କାର୍ଯ୍ୟକ୍ରମ କେବଳ ଫଟୋ ଉଠାଇବାରେ ସୀମିତ ରହୁଛି । ଲଗାଯାଇଥିବା ଚାରାଗଛର ସୁରକ୍ଷା ପାଇଁ କୌଣସି ବ୍ୟବସ୍ଥା ହେଉନାହିଁ । ଫଳରେ ଅଧିକାଂଶ ଚାରା ମରିଯାଉଛି । ସ୍ଥାନୀୟ ଲୋକଙ୍କୁ ଏହି କାର୍ଯ୍ୟରେ ଯୋଡ଼ିଲେ ଚାରାଗଛର ବଞ୍ଚିବା ହାର ବଢ଼ିବ । ବନ ବିଭାଗ ଏ ଦିଗରେ ସକ୍ରିୟ ହେବା ଆବଶ୍ୟକ । ଗଛ ଆମକୁ ଅମ୍ଳଜାନ, ଛାଇ, ଫଳ ଓ କାଠ ଦିଏ । ଏହା ଭୂମିକ୍ଷୟ ରୋକେ ଓ ଭୂତଳ ଜଳସ୍ତର ବଜାୟ ରଖେ । ତେଣୁ ଗଛ ଲଗାଇବା ପ୍ରକୃତରେ ନିଜ ପାଇଁ ଓ ଆଗାମୀ ପିଢ଼ି ପାଇଁ । ଏହି ସଚେତନତା ବୃଦ୍ଧି ପାଇଁ ଗଣମାଧ୍ୟମର ଭୂମିକା ଗୁରୁତ୍ୱପୂର୍ଣ୍ଣ ।	[1144, 579, 1460, 816]
contact-line: କେବଳ ବିଜ୍ଞାପନ ପାଇଁ ଯୋଗାଯୋଗ କରନ୍ତୁ:	[1209, 1250, 1395, 1263]
sudoku-solution-cell	[1377, 2092, 1396, 2109]
contact-email-advt[interactable]: E-mail:advt@dharitri.com	[1225, 1266, 1379, 1280]
sudoku-solution-cell	[1340, 1975, 1359, 1992]
author-photo-prakash	[606, 1262, 692, 1364]
sudoku-cell[interactable]	[1255, 1763, 1288, 1779]
cmyk-marker-left-mid: C M Y K	[9, 1215, 21, 1271]
sudoku-cell[interactable]	[1386, 1855, 1419, 1892]
sudoku-solution-cell	[1283, 1992, 1302, 2009]
sudoku-solution-cell	[1396, 1992, 1415, 2009]
sudoku-cell[interactable]	[1386, 1817, 1419, 1855]
district-diary-box	[38, 222, 334, 300]
contact-box	[1144, 1146, 1460, 1350]
sudoku-cell[interactable]: 8	[1189, 1650, 1222, 1687]
poem-line: ଅନ୍ଧକାରେ	[59, 59, 112, 73]
sudoku-solution-cell	[1377, 2008, 1396, 2025]
sudoku-solution-cell	[1434, 2008, 1453, 2025]
sudoku-solution-cell	[1434, 2058, 1453, 2075]
story2-intro: ଏଇ ଲାଗିଥିଲେ ଗୁରୁଦେବଙ୍କ ଲକ୍ଷ୍ମୀ ଗ୍ରାମ ଯାତ୍ରାକାଳରେ ମୋର ସେଠାରେ ପହଞ୍ଚିବାର ସୁଯୋଗ ମିଳିଥିଲା । ମାଟି କାନ୍ଥ, ଛପର ଛାତ ଓ ଗୋବର ଲିପା ଅଗଣା ଦେଖି ମନ ଆନନ୍ଦରେ ଭରିଗଲା । ଗାଁର ଲୋକମାନେ ଆଜି ମଧ୍ୟ ମାଟି ଘରକୁ ଅଧିକ ପସନ୍ଦ କରନ୍ତି । ଗ୍ରୀଷ୍ମରେ ଥଣ୍ଡା ଓ ଶୀତରେ ଉଷୁମ ରହୁଥିବା ଏହି ଘରଗୁଡ଼ିକ ପରିବେଶ ଅନୁକୂଳ । ମାଟିର ବାସ୍ନା ଓ ସ୍ପର୍ଶରେ ଏକ ଅଦ୍ଭୁତ ଆକର୍ଷଣ ରହିଛି ଯାହା ସହରର କଂକ୍ରିଟ ଘରରେ ମିଳେନାହିଁ ।	[38, 933, 392, 1026]
sudoku-cell[interactable]	[1386, 1763, 1419, 1779]
story2-contact-text: ମୋ–୯୯୩୭୭୭୯୪୫୩, ଇମେଲ–	[804, 1577, 939, 1590]
sudoku-cell[interactable]	[1255, 1817, 1288, 1855]
sudoku-solution-cell	[1396, 2108, 1415, 2125]
contact-note: advertisements, commercial queries)	[1199, 1298, 1405, 1311]
sudoku-cell[interactable]	[1288, 1909, 1321, 1946]
sudoku-cell[interactable]	[1156, 1817, 1189, 1855]
sudoku-cell[interactable]	[1288, 1650, 1321, 1687]
sudoku-cell[interactable]	[1189, 1855, 1222, 1892]
story1-body-col2: ନେଇ ଏକ କଠୋର ସତ୍ୟ । ମଣିଷ ଛେଳିକୁ କେବଳ ମାଂସ ଓ କ୍ଷୀର ପାଇଁ ପାଳେ, କିନ୍ତୁ ସେମାନଙ୍କର ଭାବନା ଓ ବୁଦ୍ଧି ବିଷୟରେ ଚିନ୍ତା କରେନାହିଁ । ଛେଳିମାନେ ଖେଳିବାକୁ ଭଲପାଆନ୍ତି, ଉଚ୍ଚ ସ୍ଥାନକୁ ଚଢ଼ିବା ସେମାନଙ୍କ ସ୍ୱଭାବ । ଏମାନଙ୍କ ଆଖିର ନେତ୍ରମଣି ଆୟତାକାର ହୋଇଥିବାରୁ ଏମାନେ ପ୍ରାୟ ୩୪୦ ଡିଗ୍ରୀ ପର୍ଯ୍ୟନ୍ତ ଦେଖିପାରନ୍ତି । ଏହା ଶିକାରୀ ପଶୁଙ୍କଠାରୁ ଆତ୍ମରକ୍ଷା କରିବାରେ ସାହାଯ୍ୟ କରେ । ଛେଳିମାନେ ଅତ୍ୟନ୍ତ ଜିଜ୍ଞାସୁ; ନୂଆ ଜିନିଷ ଦେଖିଲେ ତାହାକୁ ଶୁଙ୍ଘି ଓ ଚାଖି ପରୀକ୍ଷା କରନ୍ତି । ଅନେକ ଦେଶରେ ଛେଳିକୁ ଘାସ ଓ ବୁଦା ସଫା କରିବା ପାଇଁ ବ୍ୟବହାର କରାଯାଉଛି, ଯାହା ପରିବେଶ ପାଇଁ ଉପକାରୀ ।	[740, 215, 1120, 324]
quote-text: ମୋର ସନ୍ତାନମାନେ ସେତେବେଳେ ମିଥ୍ୟାର ପ୍ରବେଶ ଦ୍ୱାରା ଚାଳିତ ହୋଇ କିଛି ଭାବନ୍ତି, କହନ୍ତି କିମ୍ବା କାର୍ଯ୍ୟ କରନ୍ତି– ସେତେବେଳେ ତାହା ମୋ ଶରୀର ଉପରେ ଏକ ଗଭୀର ଆଘାତ ସୃଷ୍ଟିକରେ ।	[367, 15, 966, 45]
sudoku-solution-cell	[1340, 2025, 1359, 2042]
poem-line: ଫୁଟି !	[59, 131, 88, 145]
sudoku-cell[interactable]	[1419, 1763, 1452, 1779]
sudoku-solution-cell	[1321, 2025, 1340, 2042]
page-number: 32	[1440, 2160, 1453, 2171]
sudoku-cell[interactable]	[1222, 1763, 1255, 1779]
sudoku-cell[interactable]: 7	[1320, 1725, 1353, 1763]
